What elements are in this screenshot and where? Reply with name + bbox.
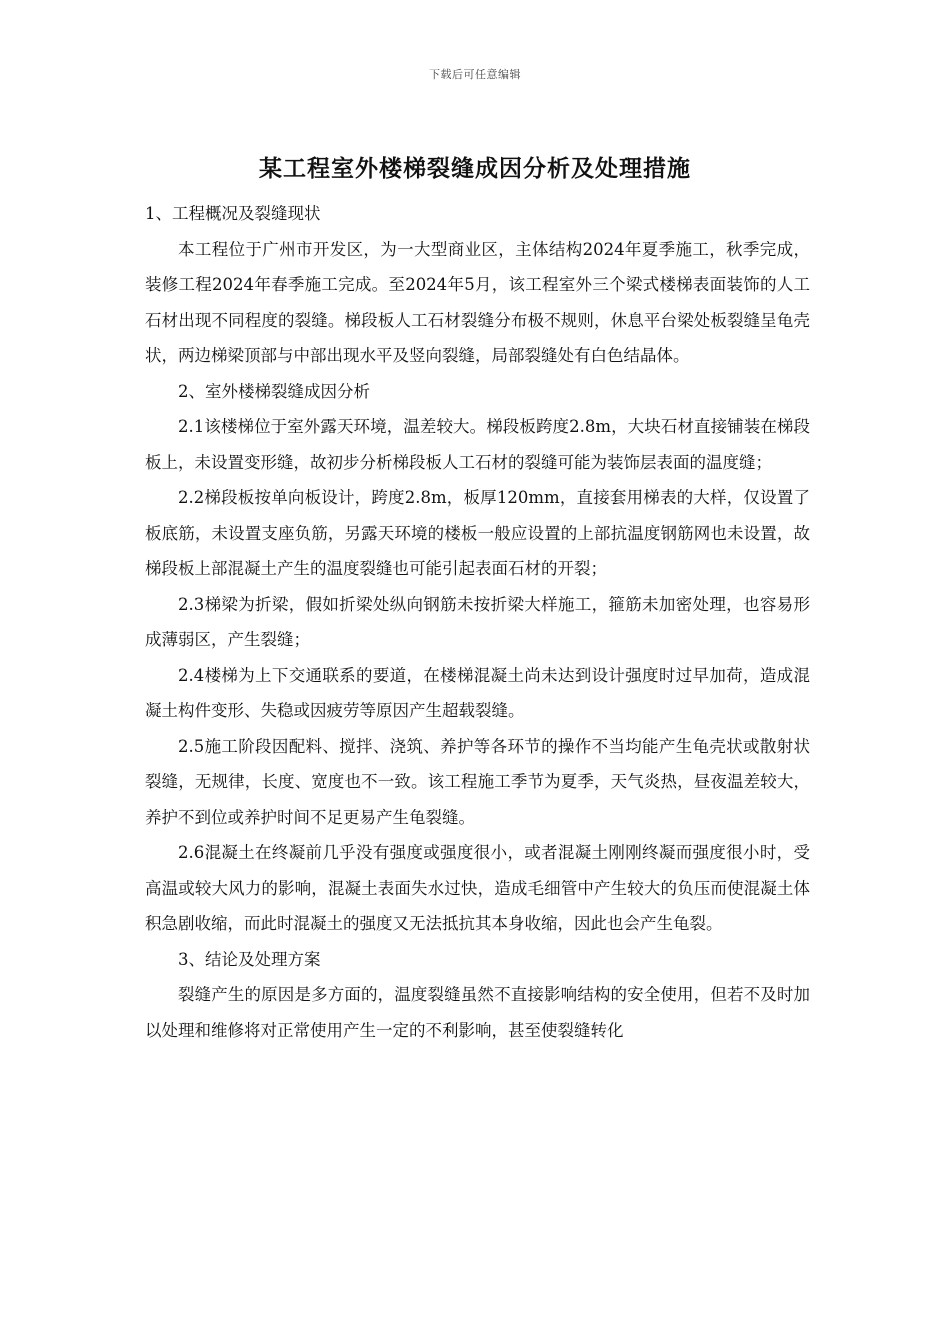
section-heading-3: 3、结论及处理方案 xyxy=(178,949,321,969)
section-heading-1: 1、工程概况及裂缝现状 xyxy=(145,204,321,223)
document-title: 某工程室外楼梯裂缝成因分析及处理措施 xyxy=(259,156,691,182)
paragraph-2-4: 2.4楼梯为上下交通联系的要道，在楼梯混凝土尚未达到设计强度时过早加荷，造成混凝土构件变形、失稳或因疲劳等原因产生超载裂缝。 xyxy=(145,665,810,720)
paragraph-conclusion: 裂缝产生的原因是多方面的，温度裂缝虽然不直接影响结构的安全使用，但若不及时加以处理和维修将对正常使用产生一定的不利影响，甚至使裂缝转化 xyxy=(145,985,810,1040)
paragraph-2-5: 2.5施工阶段因配料、搅拌、浇筑、养护等各环节的操作不当均能产生龟壳状或散射状裂缝，无规律，长度、宽度也不一致。该工程施工季节为夏季，天气炎热，昼夜温差较大，养护不到位或养护时间不足更易产生龟裂缝。 xyxy=(145,736,810,827)
paragraph-2-2: 2.2梯段板按单向板设计，跨度2.8m，板厚120mm，直接套用梯表的大样，仅设置了板底筋，未设置支座负筋，另露天环境的楼板一般应设置的上部抗温度钢筋网也未设置，故梯段板上部混凝土产生的温度裂缝也可能引起表面石材的开裂； xyxy=(145,488,810,578)
paragraph-overview: 本工程位于广州市开发区，为一大型商业区，主体结构2024年夏季施工，秋季完成，装修工程2024年春季施工完成。至2024年5月，该工程室外三个梁式楼梯表面装饰的人工石材出现不同程度的裂缝。梯段板人工石材裂缝分布极不规则，休息平台梁处板裂缝呈龟壳状，两边梯梁顶部与中部出现水平及竖向裂缝，局部裂缝处有白色结晶体。 xyxy=(145,239,810,365)
paragraph-2-3: 2.3梯梁为折梁，假如折梁处纵向钢筋未按折梁大样施工，箍筋未加密处理，也容易形成薄弱区，产生裂缝； xyxy=(145,594,810,649)
section-heading-2: 2、室外楼梯裂缝成因分析 xyxy=(178,381,370,401)
paragraph-2-6: 2.6混凝土在终凝前几乎没有强度或强度很小，或者混凝土刚刚终凝而强度很小时，受高温或较大风力的影响，混凝土表面失水过快，造成毛细管中产生较大的负压而使混凝土体积急剧收缩，而此时混凝土的强度又无法抵抗其本身收缩，因此也会产生龟裂。 xyxy=(145,843,810,933)
document-body xyxy=(145,196,810,1048)
paragraph-2-1: 2.1该楼梯位于室外露天环境，温差较大。梯段板跨度2.8m，大块石材直接铺装在梯段板上，未设置变形缝，故初步分析梯段板人工石材的裂缝可能为装饰层表面的温度缝； xyxy=(145,417,810,472)
header-note: 下载后可任意编辑 xyxy=(429,68,521,81)
